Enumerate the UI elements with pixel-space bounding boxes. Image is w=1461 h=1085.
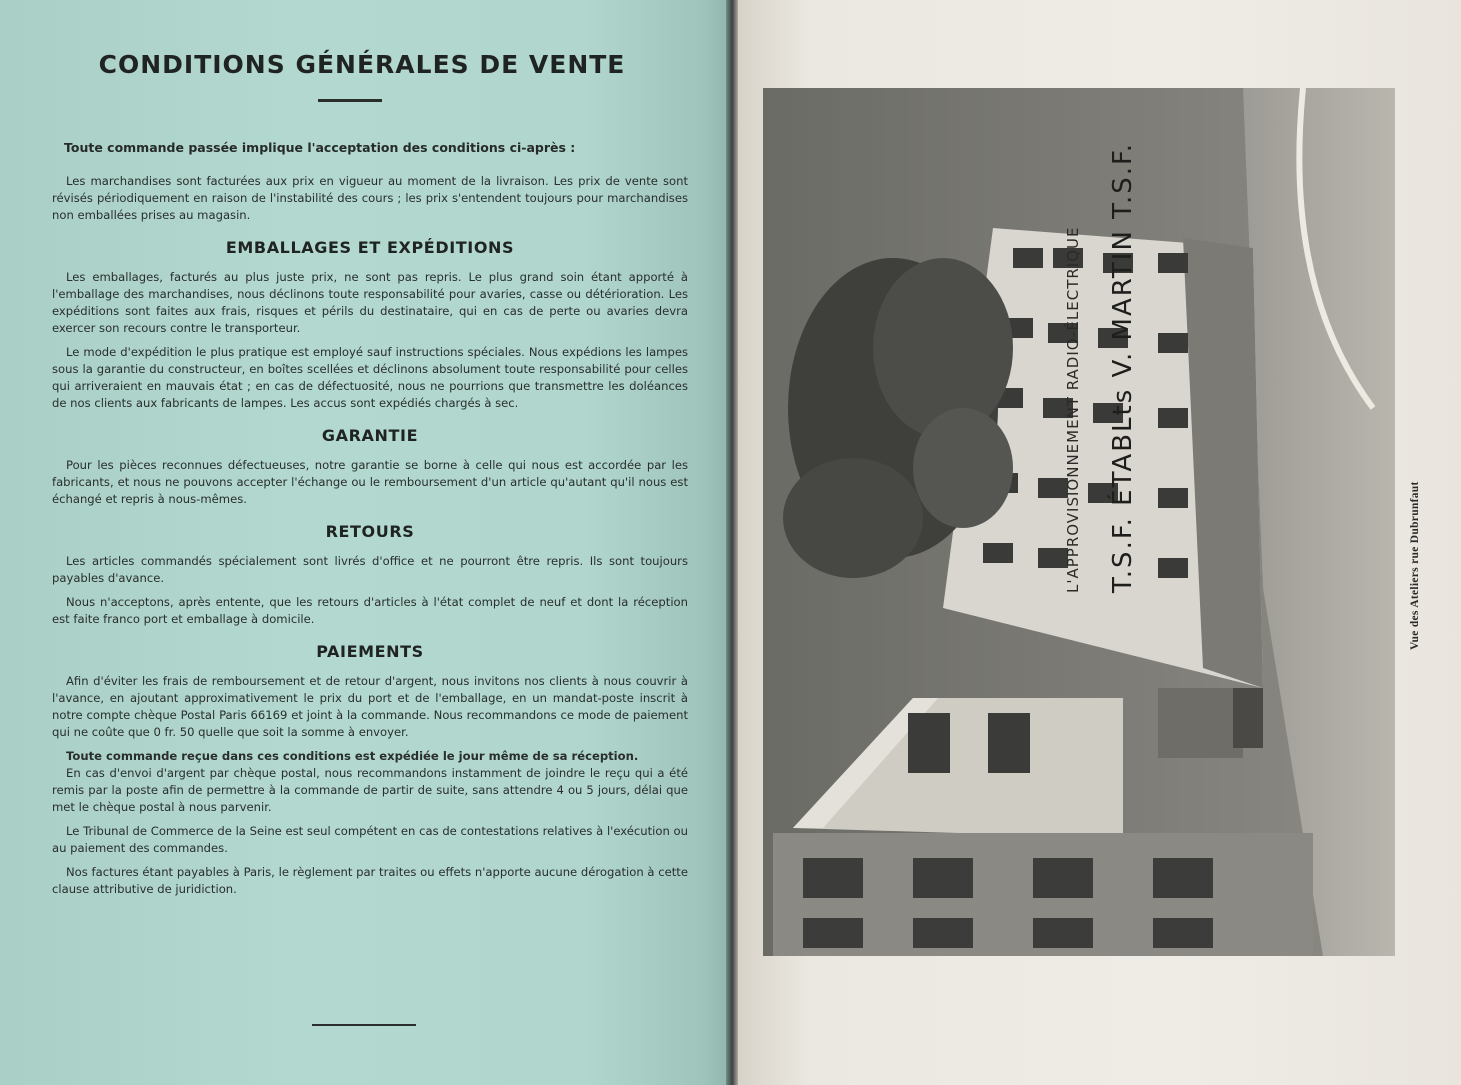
intro-paragraph: Les marchandises sont facturées aux prix en vigueur au moment de la livraison. Les prix de vente sont révisés périodiquement en raison de l'instabilité des cours ; les prix s'entendent toujours pour marchandises non emballées prises au magasin. [52, 174, 688, 222]
paragraph: Le mode d'expédition le plus pratique est employé sauf instructions spéciales. Nous expédions les lampes sous la garantie du constructeur, en boîtes scellées et déclinons absolument toute responsabilité pour celles qui arriveraient en mauvais état ; en cas de défectuosité, nous ne pourrions que transmettre les doléances de nos clients aux fabricants de lampes. Les accus sont expédiés chargés à sec. [52, 345, 688, 410]
vehicle [1233, 688, 1263, 748]
section-heading-emballages: EMBALLAGES ET EXPÉDITIONS [225, 238, 515, 257]
conditions-content [52, 140, 688, 905]
section-heading-paiements: PAIEMENTS [316, 642, 424, 661]
section-heading-retours: RETOURS [325, 522, 415, 541]
bottom-rule [312, 1024, 416, 1026]
section-heading-garantie: GARANTIE [321, 426, 419, 445]
shopfront [1158, 688, 1243, 758]
paragraph: Les articles commandés spécialement sont livrés d'office et ne pourront être repris. Ils sont toujours payables d'avance. [52, 554, 688, 585]
photo-caption: Vue des Ateliers rue Dubrunfaut [1409, 481, 1421, 650]
paragraph: Pour les pièces reconnues défectueuses, notre garantie se borne à celle qui nous est accordée par les fabricants, et nous ne pouvons accepter l'échange ou le remboursement d'un article qu'autant qu'il nous est échangé et repris à nous-mêmes. [52, 458, 688, 506]
facade-sign-line2: T.S.F. ÉTABLts V. MARTIN T.S.F. [1108, 141, 1138, 593]
title-rule [318, 99, 382, 102]
paragraph-bold: Toute commande reçue dans ces conditions est expédiée le jour même de sa réception. [66, 749, 639, 763]
paragraph: Le Tribunal de Commerce de la Seine est seul compétent en cas de contestations relatives à l'exécution ou au paiement des commandes. [52, 824, 688, 855]
right-page [738, 0, 1461, 1085]
intro-line: Toute commande passée implique l'acceptation des conditions ci-après : [64, 140, 576, 155]
facade-sign-line1: L'APPROVISIONNEMENT RADIO-ÉLECTRIQUE [1064, 226, 1082, 593]
page-title: CONDITIONS GÉNÉRALES DE VENTE [98, 50, 626, 79]
paragraph: En cas d'envoi d'argent par chèque postal, nous recommandons instamment de joindre le reçu qui a été remis par la poste afin de permettre à la commande de partir de suite, sans attendre 4 ou 5 jours, délai que met le chèque postal à nous parvenir. [52, 766, 688, 814]
paragraph: Nous n'acceptons, après entente, que les retours d'articles à l'état complet de neuf et dont la réception est faite franco port et emballage à domicile. [52, 595, 688, 626]
workshop-photo [763, 88, 1395, 956]
paragraph: Afin d'éviter les frais de remboursement et de retour d'argent, nous invitons nos clients à nous couvrir à l'avance, en ajoutant approximativement le prix du port et de l'emballage, en un mandat-poste inscrit à notre compte chèque Postal Paris 66169 et joint à la commande. Nous recommandons ce mode de paiement qui ne coûte que 0 fr. 50 quelle que soit la somme à envoyer. [52, 674, 688, 739]
paragraph: Nos factures étant payables à Paris, le règlement par traites ou effets n'apporte aucune dérogation à cette clause attributive de juridiction. [52, 865, 688, 896]
paragraph: Les emballages, facturés au plus juste prix, ne sont pas repris. Le plus grand soin étant apporté à l'emballage des marchandises, nous déclinons toute responsabilité pour avaries, casse ou détérioration. Les expéditions sont faites aux frais, risques et périls du destinataire, qui en cas de perte ou avaries devra exercer son recours contre le transporteur. [52, 270, 688, 335]
workshop-building-illustration [763, 88, 1395, 956]
